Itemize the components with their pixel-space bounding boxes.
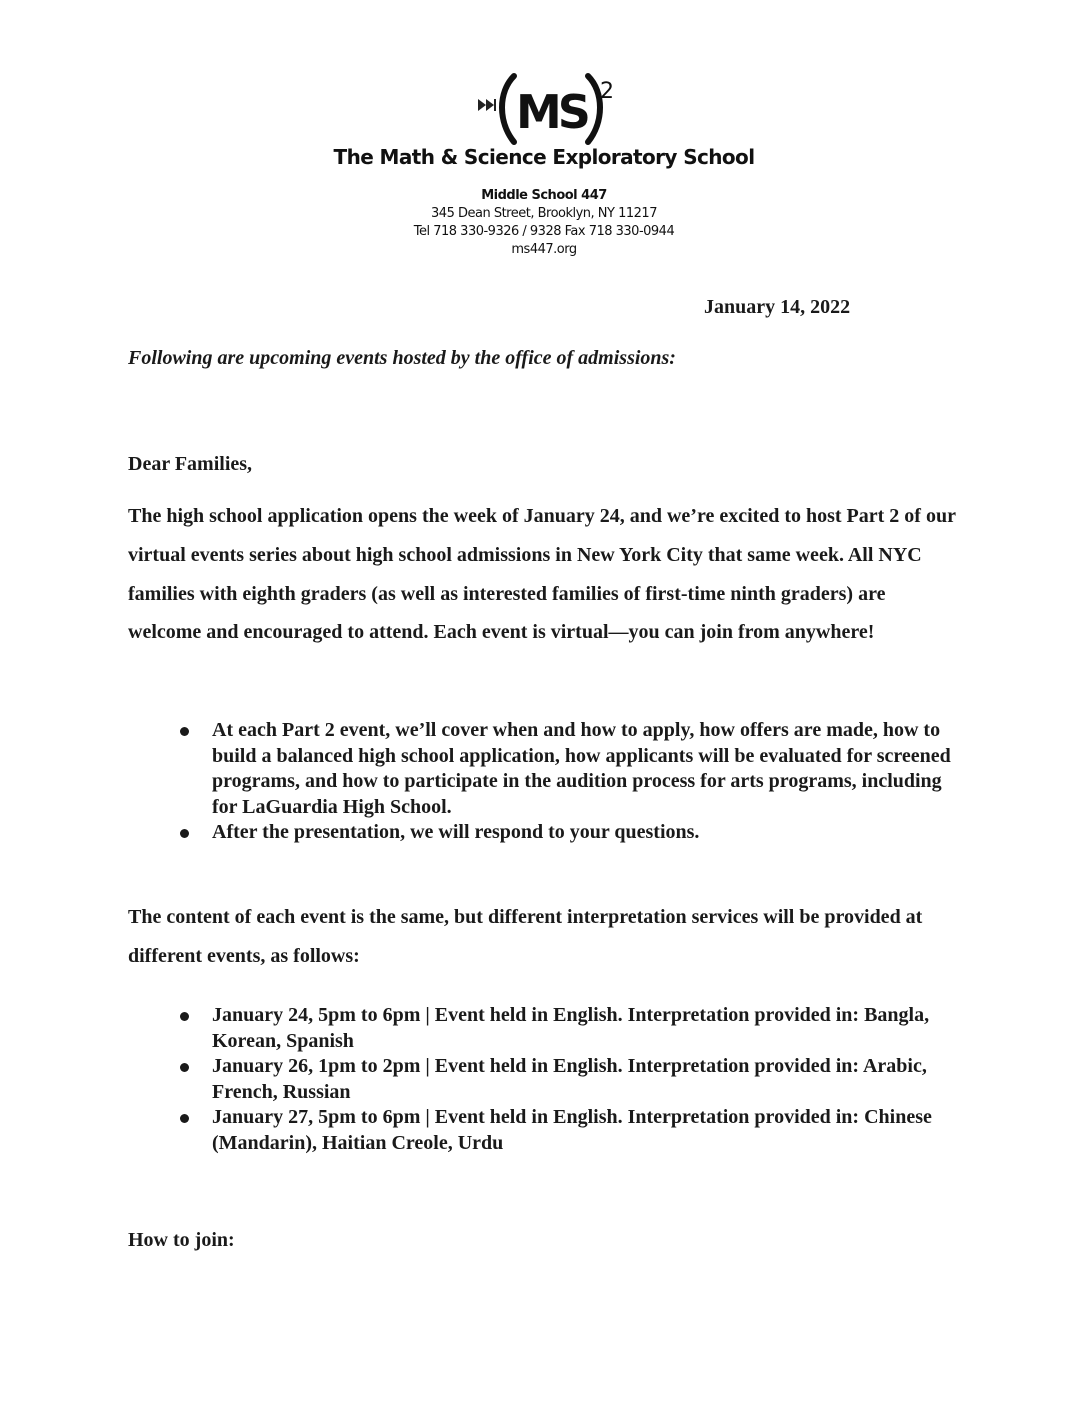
- svg-text:2: 2: [600, 79, 614, 104]
- school-logo: [474, 70, 624, 150]
- school-number: Middle School 447: [481, 188, 607, 203]
- school-website: ms447.org: [511, 242, 577, 257]
- bullet-icon: [180, 1114, 189, 1123]
- phone-fax: Tel 718 330-9326 / 9328 Fax 718 330-0944: [413, 224, 675, 239]
- event-coverage-list: [178, 718, 968, 846]
- list-item-text: After the presentation, we will respond to your questions.: [212, 821, 700, 843]
- paragraph-application-opens: The high school application opens the week of January 24, and we’re excited to host Part 2 of our virtual events series about high school admissions in New York City that same week. All NYC families with eighth graders (as well as interested families of first-time ninth graders) are welcome and encouraged to attend. Each event is virtual—you can join from anywhere!: [128, 505, 956, 644]
- list-item: [178, 820, 968, 846]
- bullet-icon: [180, 727, 189, 736]
- school-name: The Math & Science Exploratory School: [333, 145, 755, 169]
- list-item: [178, 1003, 968, 1054]
- bullet-icon: [180, 1012, 189, 1021]
- list-item-text: At each Part 2 event, we’ll cover when and how to apply, how offers are made, how to build a balanced high school application, how applicants will be evaluated for screened programs, and how to participate in the audition process for arts programs, including for LaGuardia High School.: [212, 719, 951, 818]
- letter-date: January 14, 2022: [704, 296, 851, 318]
- list-item: [178, 1105, 968, 1156]
- list-item-text: January 27, 5pm to 6pm | Event held in English. Interpretation provided in: Chinese (Mandarin), Haitian Creole, Urdu: [212, 1106, 932, 1154]
- bullet-icon: [180, 829, 189, 838]
- list-item-text: January 26, 1pm to 2pm | Event held in English. Interpretation provided in: Arabic, French, Russian: [212, 1055, 927, 1103]
- bullet-icon: [180, 1063, 189, 1072]
- list-item: [178, 1054, 968, 1105]
- how-to-join-heading: How to join:: [128, 1229, 235, 1251]
- school-address: 345 Dean Street, Brooklyn, NY 11217: [431, 206, 657, 221]
- intro-line: Following are upcoming events hosted by the office of admissions:: [128, 347, 676, 369]
- list-item-text: January 24, 5pm to 6pm | Event held in English. Interpretation provided in: Bangla, Korean, Spanish: [212, 1004, 930, 1052]
- greeting: Dear Families,: [128, 453, 253, 475]
- svg-text:MS: MS: [516, 85, 587, 139]
- list-item: [178, 718, 968, 820]
- event-schedule-list: [178, 1003, 968, 1156]
- paragraph-interpretation: The content of each event is the same, but different interpretation services will be provided at different events, as follows:: [128, 906, 923, 967]
